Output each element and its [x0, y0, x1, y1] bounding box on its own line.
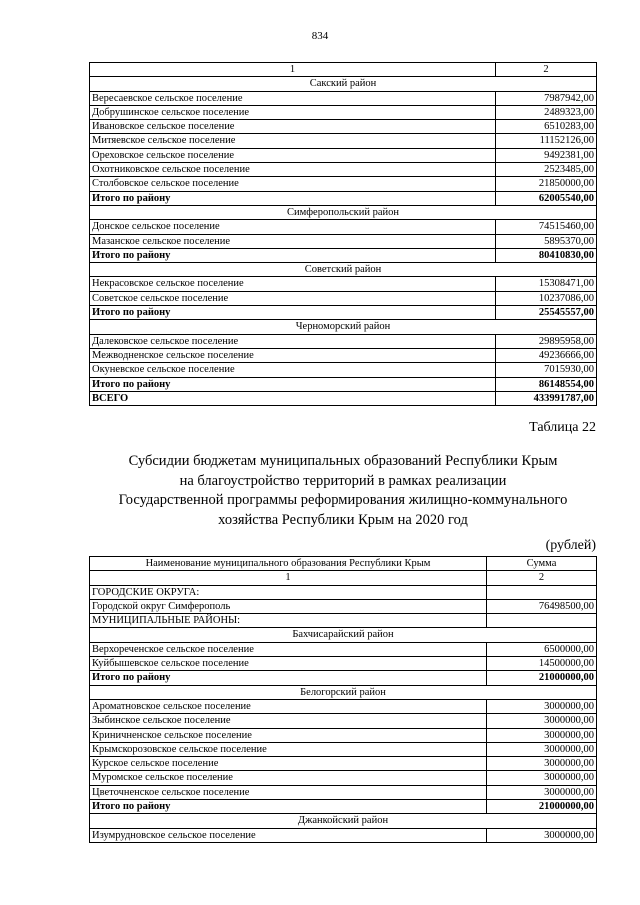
row-value: 15308471,00	[496, 277, 597, 291]
table-row	[90, 363, 597, 377]
column-number-2: 2	[487, 571, 597, 585]
total-row	[90, 248, 597, 262]
row-value: 25545557,00	[496, 306, 597, 320]
row-value: 3000000,00	[487, 714, 597, 728]
row-value: 10237086,00	[496, 291, 597, 305]
row-name: Итого по району	[90, 248, 496, 262]
row-value: 86148554,00	[496, 377, 597, 391]
row-name: Межводненское сельское поселение	[90, 348, 496, 362]
district-heading-row	[90, 263, 597, 277]
table-title	[60, 452, 626, 530]
row-value: 433991787,00	[496, 391, 597, 405]
column-number-1: 1	[90, 63, 496, 77]
row-name: Муромское сельское поселение	[90, 771, 487, 785]
table-column-numbers	[90, 63, 597, 77]
total-row	[90, 191, 597, 205]
district-name: Джанкойский район	[90, 814, 597, 828]
table-row	[90, 599, 597, 613]
total-row	[90, 671, 597, 685]
row-value: 2489323,00	[496, 105, 597, 119]
table-row	[90, 828, 597, 842]
row-value: 11152126,00	[496, 134, 597, 148]
row-name: Городской округ Симферополь	[90, 599, 487, 613]
row-name: Ароматновское сельское поселение	[90, 699, 487, 713]
row-name: Советское сельское поселение	[90, 291, 496, 305]
row-value: 62005540,00	[496, 191, 597, 205]
table-row	[90, 148, 597, 162]
row-value: 49236666,00	[496, 348, 597, 362]
row-name: МУНИЦИПАЛЬНЫЕ РАЙОНЫ:	[90, 614, 487, 628]
group-row	[90, 614, 597, 628]
group-row	[90, 585, 597, 599]
district-heading-row	[90, 814, 597, 828]
row-name: ГОРОДСКИЕ ОКРУГА:	[90, 585, 487, 599]
district-name: Сакский район	[90, 77, 597, 91]
district-heading-row	[90, 320, 597, 334]
row-name: Ивановское сельское поселение	[90, 120, 496, 134]
district-heading-row	[90, 205, 597, 219]
row-name: Итого по району	[90, 800, 487, 814]
table-row	[90, 742, 597, 756]
table-row	[90, 642, 597, 656]
row-name: Митяевское сельское поселение	[90, 134, 496, 148]
title-line: Субсидии бюджетам муниципальных образований Республики Крым	[128, 453, 558, 469]
row-name: Столбовское сельское поселение	[90, 177, 496, 191]
row-value	[487, 585, 597, 599]
table-row	[90, 134, 597, 148]
row-value: 3000000,00	[487, 771, 597, 785]
table-row	[90, 163, 597, 177]
row-name: Итого по району	[90, 671, 487, 685]
row-name: Зыбинское сельское поселение	[90, 714, 487, 728]
row-value: 6510283,00	[496, 120, 597, 134]
row-value: 3000000,00	[487, 728, 597, 742]
district-name: Бахчисарайский район	[90, 628, 597, 642]
header-name: Наименование муниципального образования Республики Крым	[90, 557, 487, 571]
table-row	[90, 728, 597, 742]
row-name: Некрасовское сельское поселение	[90, 277, 496, 291]
table-header	[90, 557, 597, 571]
table-body	[90, 63, 597, 406]
row-value	[487, 614, 597, 628]
row-value: 29895958,00	[496, 334, 597, 348]
page-number: 834	[311, 30, 329, 42]
total-row	[90, 306, 597, 320]
table-row	[90, 105, 597, 119]
total-row	[90, 391, 597, 405]
row-name: Далековское сельское поселение	[90, 334, 496, 348]
row-value: 3000000,00	[487, 742, 597, 756]
row-name: Курское сельское поселение	[90, 757, 487, 771]
title-line: на благоустройство территорий в рамках реализации	[179, 472, 507, 489]
row-value: 5895370,00	[496, 234, 597, 248]
table-row	[90, 220, 597, 234]
subsidy-table-continued	[89, 62, 597, 406]
row-name: Добрушинское сельское поселение	[90, 105, 496, 119]
column-number-2: 2	[496, 63, 597, 77]
table-row	[90, 771, 597, 785]
district-name: Черноморский район	[90, 320, 597, 334]
table-row	[90, 120, 597, 134]
table-label: Таблица 22	[529, 420, 596, 435]
row-name: Изумрудновское сельское поселение	[90, 828, 487, 842]
row-value: 3000000,00	[487, 699, 597, 713]
row-value: 9492381,00	[496, 148, 597, 162]
row-value: 80410830,00	[496, 248, 597, 262]
table-row	[90, 657, 597, 671]
table-row	[90, 757, 597, 771]
table-row	[90, 234, 597, 248]
column-number-1: 1	[90, 571, 487, 585]
row-name: ВСЕГО	[90, 391, 496, 405]
title-line: Государственной программы реформирования жилищно-коммунального	[118, 492, 568, 508]
district-name: Белогорский район	[90, 685, 597, 699]
district-name: Симферопольский район	[90, 205, 597, 219]
row-value: 21000000,00	[487, 671, 597, 685]
district-heading-row	[90, 628, 597, 642]
total-row	[90, 377, 597, 391]
table-row	[90, 177, 597, 191]
table-row	[90, 699, 597, 713]
row-name: Охотниковское сельское поселение	[90, 163, 496, 177]
row-value: 74515460,00	[496, 220, 597, 234]
row-name: Окуневское сельское поселение	[90, 363, 496, 377]
row-value: 2523485,00	[496, 163, 597, 177]
row-value: 7987942,00	[496, 91, 597, 105]
total-row	[90, 800, 597, 814]
district-heading-row	[90, 685, 597, 699]
unit-label: (рублей)	[545, 538, 596, 553]
table-body	[90, 557, 597, 843]
district-heading-row	[90, 77, 597, 91]
row-name: Итого по району	[90, 191, 496, 205]
row-value: 7015930,00	[496, 363, 597, 377]
district-name: Советский район	[90, 263, 597, 277]
row-value: 3000000,00	[487, 828, 597, 842]
table-column-numbers	[90, 571, 597, 585]
table-row	[90, 291, 597, 305]
table-row	[90, 348, 597, 362]
row-value: 3000000,00	[487, 785, 597, 799]
row-value: 6500000,00	[487, 642, 597, 656]
row-value: 21850000,00	[496, 177, 597, 191]
row-name: Вересаевское сельское поселение	[90, 91, 496, 105]
table-row	[90, 714, 597, 728]
row-name: Куйбышевское сельское поселение	[90, 657, 487, 671]
row-value: 3000000,00	[487, 757, 597, 771]
header-sum: Сумма	[487, 557, 597, 571]
title-line: хозяйства Республики Крым на 2020 год	[218, 511, 468, 528]
row-name: Мазанское сельское поселение	[90, 234, 496, 248]
row-name: Цветочненское сельское поселение	[90, 785, 487, 799]
row-name: Криничненское сельское поселение	[90, 728, 487, 742]
row-name: Ореховское сельское поселение	[90, 148, 496, 162]
table-row	[90, 91, 597, 105]
table-row	[90, 785, 597, 799]
row-name: Итого по району	[90, 306, 496, 320]
row-name: Крымскорозовское сельское поселение	[90, 742, 487, 756]
row-name: Верхореченское сельское поселение	[90, 642, 487, 656]
row-value: 21000000,00	[487, 800, 597, 814]
row-value: 14500000,00	[487, 657, 597, 671]
row-name: Итого по району	[90, 377, 496, 391]
row-value: 76498500,00	[487, 599, 597, 613]
table-row	[90, 277, 597, 291]
row-name: Донское сельское поселение	[90, 220, 496, 234]
subsidy-table-22	[89, 556, 597, 843]
table-row	[90, 334, 597, 348]
